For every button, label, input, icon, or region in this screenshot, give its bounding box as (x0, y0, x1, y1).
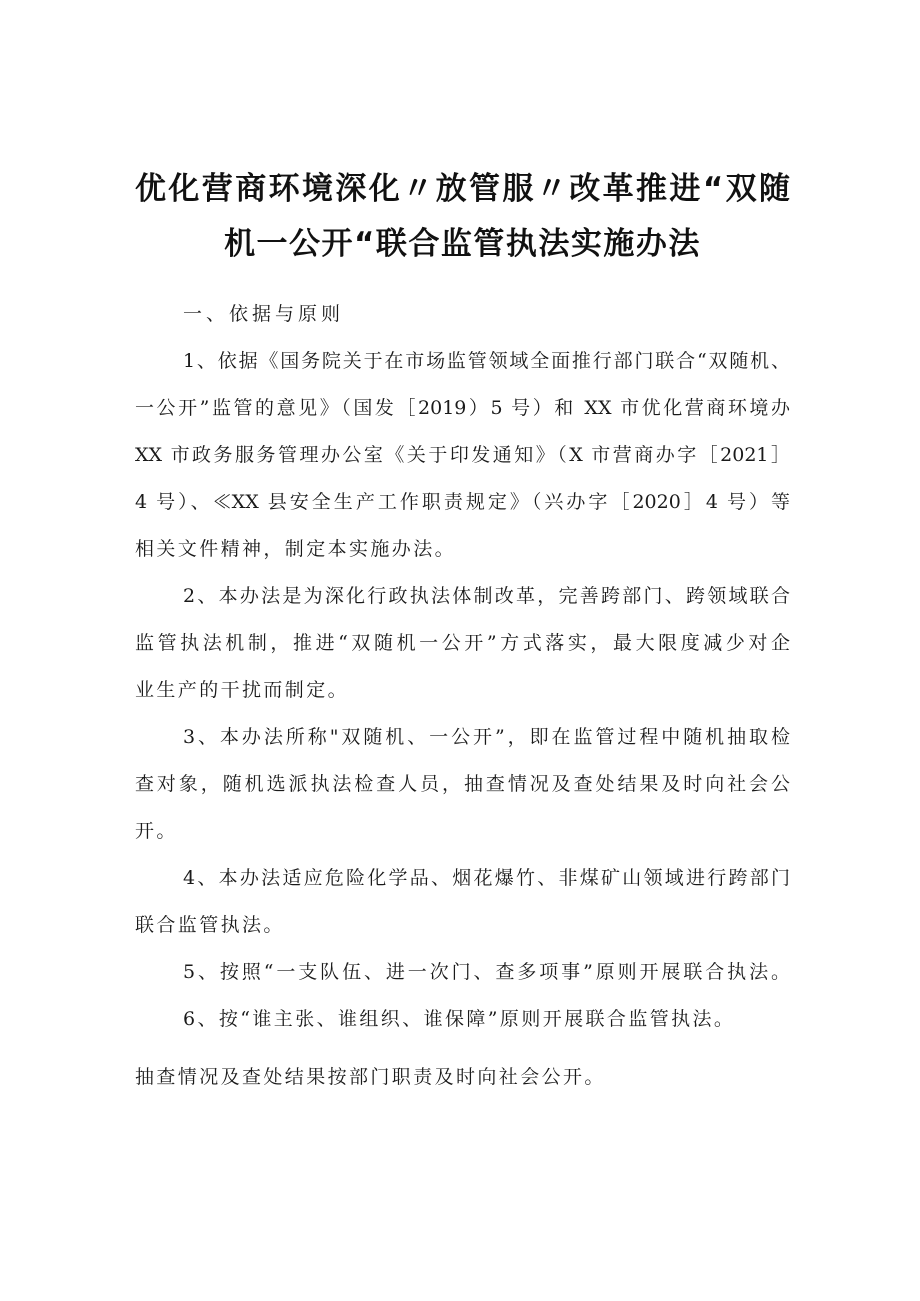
clause-line: 4 号）、≪XX 县安全生产工作职责规定》（兴办字［2020］4 号）等 (135, 491, 790, 513)
clause-3 (135, 714, 790, 855)
clause-line: 2、本办法是为深化行政执法体制改革，完善跨部门、跨领域联合 (183, 585, 790, 607)
document-title (135, 162, 790, 272)
clause-line: 监管执法机制，推进“双随机一公开”方式落实，最大限度减少对企 (135, 632, 790, 654)
clause-line: 6、按“谁主张、谁组织、谁保障”原则开展联合监管执法。 (183, 1008, 736, 1030)
title-line: 优化营商环境深化〃放管服〃改革推进“双随 (135, 171, 790, 207)
clause-1 (135, 338, 790, 573)
clause-line: 业生产的干扰而制定。 (135, 679, 350, 701)
clause-line: 联合监管执法。 (135, 914, 285, 936)
clause-line: 3、本办法所称"双随机、一公开”，即在监管过程中随机抽取检 (183, 726, 790, 748)
clause-line: 4、本办法适应危险化学品、烟花爆竹、非煤矿山领域进行跨部门 (183, 867, 790, 889)
clause-5 (135, 949, 790, 996)
document-body (135, 291, 790, 1101)
clause-6 (135, 996, 790, 1043)
section-heading: 一、依据与原则 (183, 303, 345, 325)
clause-2 (135, 573, 790, 714)
closing-note: 抽查情况及查处结果按部门职责及时向社会公开。 (135, 1066, 606, 1088)
clause-line: 查对象，随机选派执法检查人员，抽查情况及查处结果及时向社会公 (135, 773, 790, 795)
clause-line: 1、依据《国务院关于在市场监管领域全面推行部门联合“双随机、 (183, 350, 790, 372)
clause-line: 一公开”监管的意见》（国发［2019）5 号）和 XX 市优化营商环境办 (135, 397, 790, 419)
clause-line: 相关文件精神，制定本实施办法。 (135, 538, 457, 560)
clause-line: 5、按照“一支队伍、进一次门、查多项事”原则开展联合执法。 (183, 961, 790, 983)
title-line: 机一公开“联合监管执法实施办法 (224, 226, 701, 262)
clause-4 (135, 855, 790, 949)
clause-line: 开。 (135, 820, 178, 842)
clause-line: XX 市政务服务管理办公室《关于印发通知》（X 市营商办字［2021］ (135, 444, 790, 466)
